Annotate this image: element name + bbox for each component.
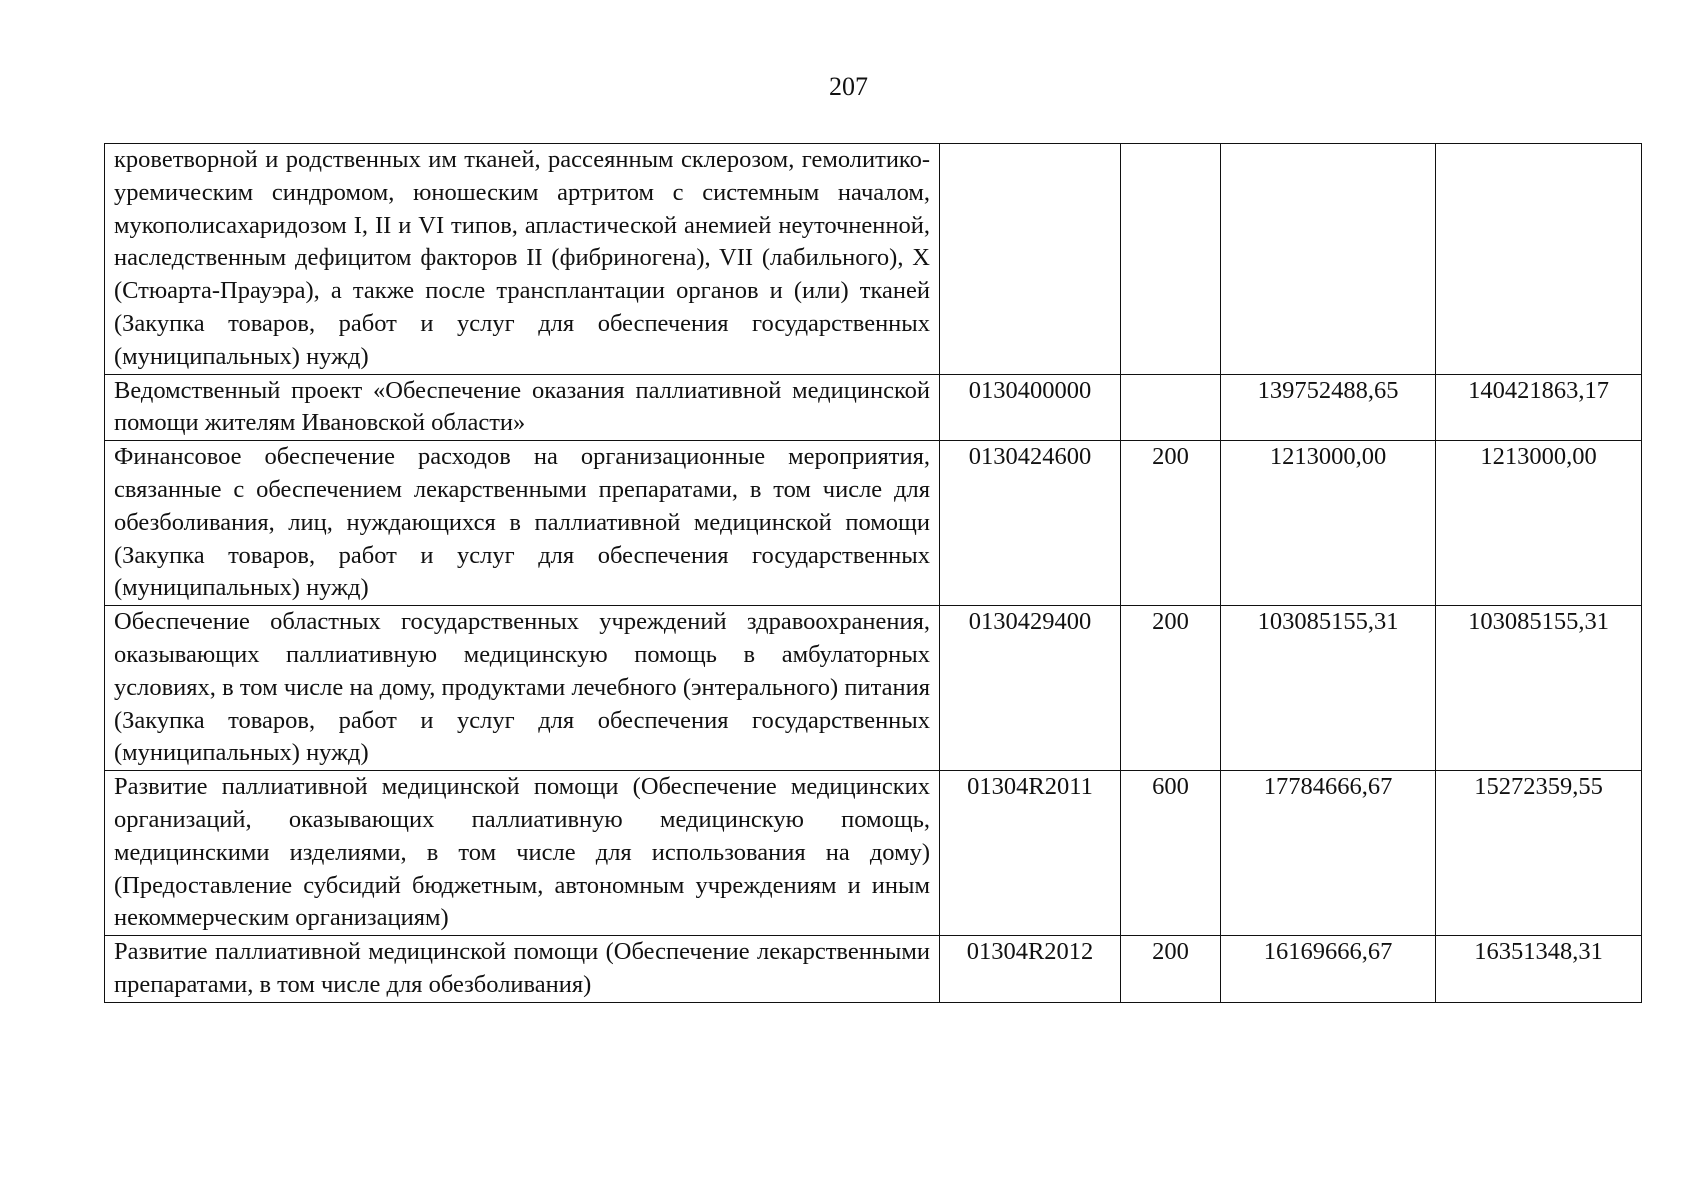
expense-type-code: 600 [1121,771,1221,936]
row-description: Финансовое обеспечение расходов на организационные мероприятия, связанные с обеспечением лекарственными препаратами, в том числе для обезболивания, лиц, нуждающихся в паллиативной медицинской помощи (Закупка товаров, работ и услуг для обеспечения государственных (муниципальных) нужд) [105,441,940,606]
expense-type-code: 200 [1121,936,1221,1003]
target-article-code: 01304R2011 [940,771,1121,936]
amount-second-year: 15272359,55 [1436,771,1642,936]
table-row [105,144,1642,375]
expense-type-code [1121,144,1221,375]
table-row [105,606,1642,771]
amount-second-year: 103085155,31 [1436,606,1642,771]
row-description: кроветворной и родственных им тканей, рассеянным склерозом, гемолитико-уремическим синдромом, юношеским артритом с системным началом, мукополисахаридозом I, II и VI типов, апластической анемией неуточненной, наследственным дефицитом факторов II (фибриногена), VII (лабильного), X (Стюарта-Прауэра), а также после трансплантации органов и (или) тканей (Закупка товаров, работ и услуг для обеспечения государственных (муниципальных) нужд) [105,144,940,375]
target-article-code: 01304R2012 [940,936,1121,1003]
target-article-code: 0130429400 [940,606,1121,771]
expense-type-code: 200 [1121,606,1221,771]
row-description: Развитие паллиативной медицинской помощи (Обеспечение лекарственными препаратами, в том числе для обезболивания) [105,936,940,1003]
row-description: Ведомственный проект «Обеспечение оказания паллиативной медицинской помощи жителям Ивановской области» [105,374,940,441]
amount-first-year: 139752488,65 [1221,374,1436,441]
table-row [105,441,1642,606]
page-number: 207 [829,72,868,101]
target-article-code [940,144,1121,375]
row-description: Развитие паллиативной медицинской помощи (Обеспечение медицинских организаций, оказывающих паллиативную медицинскую помощь, медицинскими изделиями, в том числе для использования на дому) (Предоставление субсидий бюджетным, автономным учреждениям и иным некоммерческим организациям) [105,771,940,936]
amount-second-year: 1213000,00 [1436,441,1642,606]
amount-first-year: 16169666,67 [1221,936,1436,1003]
target-article-code: 0130424600 [940,441,1121,606]
amount-second-year [1436,144,1642,375]
table-row [105,936,1642,1003]
amount-first-year: 17784666,67 [1221,771,1436,936]
expense-type-code [1121,374,1221,441]
row-description: Обеспечение областных государственных учреждений здравоохранения, оказывающих паллиативную медицинскую помощь в амбулаторных условиях, в том числе на дому, продуктами лечебного (энтерального) питания (Закупка товаров, работ и услуг для обеспечения государственных (муниципальных) нужд) [105,606,940,771]
expense-type-code: 200 [1121,441,1221,606]
amount-second-year: 140421863,17 [1436,374,1642,441]
table-row [105,771,1642,936]
amount-first-year: 1213000,00 [1221,441,1436,606]
amount-first-year [1221,144,1436,375]
amount-second-year: 16351348,31 [1436,936,1642,1003]
table-row [105,374,1642,441]
budget-table [104,143,1642,1003]
amount-first-year: 103085155,31 [1221,606,1436,771]
target-article-code: 0130400000 [940,374,1121,441]
